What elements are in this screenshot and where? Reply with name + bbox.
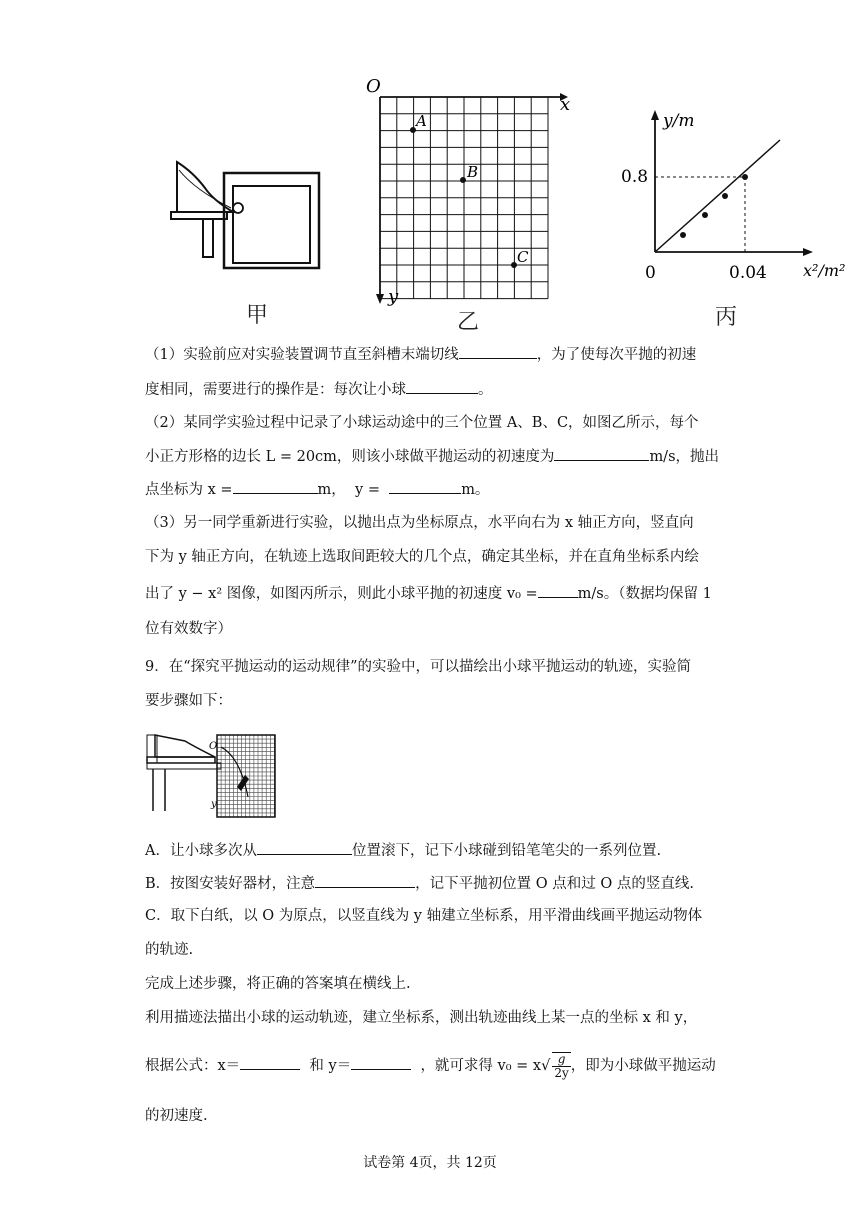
q8-part3-line2: 下为 y 轴正方向，在轨迹上选取间距较大的几个点，确定其坐标，并在直角坐标系内绘: [145, 549, 699, 565]
bing-x-label: x²/m²: [803, 261, 846, 280]
page-footer: 试卷第 4页，共 12页: [363, 1155, 497, 1171]
q8-part2-line2: 小正方形格的边长 L = 20cm，则该小球做平抛运动的初速度为 m/s，抛出: [145, 446, 720, 467]
bing-y-tick: 0.8: [621, 167, 649, 187]
figure-bing-caption: 丙: [715, 305, 738, 330]
q9-step-a: A．让小球多次从 位置滚下，记下小球碰到铅笔笔尖的一系列位置.: [145, 840, 720, 861]
bing-x-tick: 0.04: [729, 263, 767, 283]
bing-origin: 0: [645, 263, 656, 283]
q9-step-c-line1: C．取下白纸，以 O 为原点，以竖直线为 y 轴建立坐标系，用平滑曲线画平抛运动物体: [145, 908, 703, 924]
figure-jia-caption: 甲: [246, 303, 269, 328]
q9-formula-line: 根据公式：x＝ 和 y＝ ，就可求得 v₀ = x√ $\frac{g}{2y}$ ，即为小球做平抛运动: [145, 1052, 716, 1080]
formula-sqrt: $\frac{g}{2y}$: [554, 1052, 569, 1080]
answer-blank[interactable]: [459, 344, 537, 359]
yi-origin-label: O: [366, 76, 381, 97]
answer-blank[interactable]: [389, 479, 461, 494]
answer-blank[interactable]: [240, 1055, 300, 1070]
q9-line1: 9．在“探究平抛运动的运动规律”的实验中，可以描绘出小球平抛运动的轨迹，实验简: [145, 659, 692, 675]
answer-blank[interactable]: [315, 873, 415, 888]
figure-yi-caption: 乙: [457, 310, 480, 335]
answer-blank[interactable]: [554, 446, 649, 461]
figure-jia-apparatus: [165, 150, 335, 270]
q8-part3-line1: （3）另一同学重新进行实验，以抛出点为坐标原点，水平向右为 x 轴正方向，竖直向: [145, 515, 694, 531]
bing-y-label: y/m: [663, 111, 695, 131]
answer-blank[interactable]: [538, 583, 578, 598]
q9-step-c-line2: 的轨迹.: [145, 942, 194, 958]
q8-part1-line1: （1）实验前应对实验装置调节直至斜槽末端切线 ，为了使每次平抛的初速: [145, 344, 720, 365]
answer-blank[interactable]: [233, 479, 318, 494]
figure-q9-apparatus: [145, 727, 277, 819]
point-b-label: B: [467, 163, 479, 181]
yi-y-label: y: [388, 286, 399, 307]
q8-part1-line2: 度相同，需要进行的操作是：每次让小球 。: [145, 379, 720, 400]
q8-part2-line3: 点坐标为 x = m， y = m。: [145, 479, 720, 500]
q9-complete: 完成上述步骤，将正确的答案填在横线上.: [145, 976, 411, 992]
answer-blank[interactable]: [351, 1055, 411, 1070]
figure-bing-graph: [615, 100, 855, 290]
q9-step-b: B．按图安装好器材，注意 ，记下平抛初位置 O 点和过 O 点的竖直线.: [145, 873, 720, 894]
q9-line2: 要步骤如下：: [145, 693, 232, 709]
point-a-label: A: [416, 112, 427, 130]
q9-o-label: O: [209, 741, 218, 752]
point-c-label: C: [517, 248, 529, 266]
sqrt-symbol: √: [541, 1058, 551, 1074]
q9-last: 的初速度.: [145, 1108, 208, 1124]
figure-yi-grid: [360, 72, 580, 312]
q8-part3-line3: 出了 y − x² 图像，如图丙所示，则此小球平抛的初速度 v₀ = m/s。（数据均保留 1: [145, 583, 720, 604]
answer-blank[interactable]: [257, 840, 352, 855]
q9-y-label: y: [211, 799, 217, 810]
answer-blank[interactable]: [406, 379, 478, 394]
q9-method: 利用描迹法描出小球的运动轨迹，建立坐标系，测出轨迹曲线上某一点的坐标 x 和 y，: [145, 1010, 698, 1026]
q8-part2-line1: （2）某同学实验过程中记录了小球运动途中的三个位置 A、B、C，如图乙所示，每个: [145, 415, 699, 431]
yi-x-label: x: [560, 94, 571, 115]
point-b-marker: [460, 177, 466, 183]
q8-part3-line4: 位有效数字）: [145, 621, 232, 637]
